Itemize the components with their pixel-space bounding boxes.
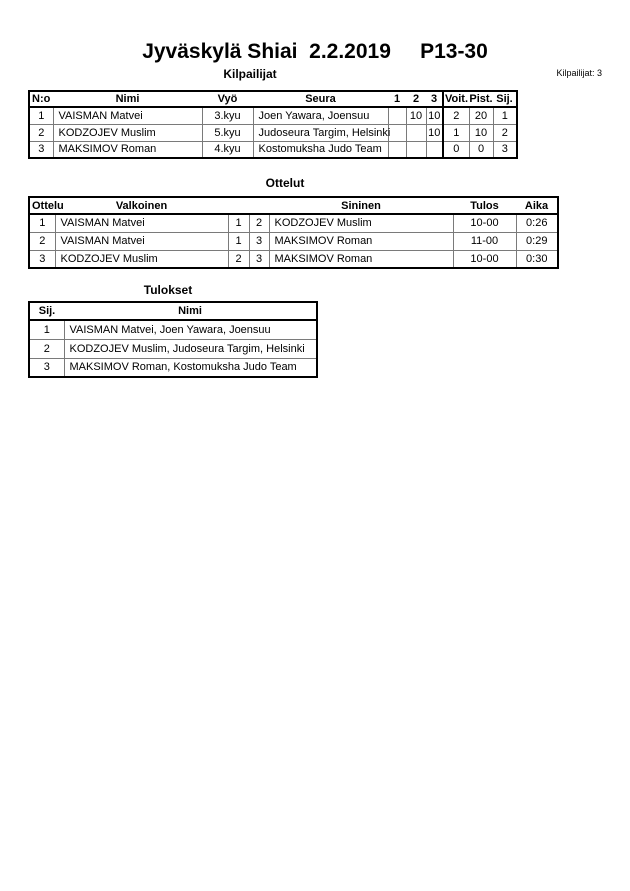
section-title-competitors: Kilpailijat: [223, 67, 277, 81]
col-header-round1: 1: [388, 91, 406, 107]
cell-white-no: 2: [228, 250, 249, 268]
competitor-row: [29, 141, 517, 158]
cell-blue-no: 2: [249, 214, 269, 232]
col-header-name: Nimi: [53, 91, 202, 107]
col-header-white: Valkoinen: [55, 197, 228, 214]
results-header-row: [29, 302, 317, 320]
col-header-round2: 2: [406, 91, 426, 107]
cell-club: Kostomuksha Judo Team: [253, 141, 388, 158]
col-header-match-no: Ottelu: [29, 197, 55, 214]
competitor-row: [29, 124, 517, 141]
cell-club: Judoseura Targim, Helsinki: [253, 124, 388, 141]
section-title-matches: Ottelut: [265, 176, 305, 190]
col-header-white-no: [228, 197, 249, 214]
competitor-row: [29, 107, 517, 124]
cell-no: 3: [29, 141, 53, 158]
cell-round3: [426, 141, 443, 158]
cell-no: 1: [29, 107, 53, 124]
cell-belt: 5.kyu: [202, 124, 253, 141]
cell-points: 10: [469, 124, 493, 141]
cell-place: 1: [29, 320, 64, 339]
match-row: [29, 232, 558, 250]
cell-white-no: 1: [228, 214, 249, 232]
cell-place: 3: [493, 141, 517, 158]
cell-white-name: KODZOJEV Muslim: [55, 250, 228, 268]
cell-round1: [388, 124, 406, 141]
competitors-header-row: [29, 91, 517, 107]
cell-round1: [388, 141, 406, 158]
cell-round2: [406, 141, 426, 158]
match-row: [29, 214, 558, 232]
result-row: [29, 339, 317, 358]
cell-wins: 1: [443, 124, 469, 141]
cell-round2: [406, 124, 426, 141]
cell-name: VAISMAN Matvei, Joen Yawara, Joensuu: [64, 320, 317, 339]
cell-no: 2: [29, 124, 53, 141]
matches-header-row: [29, 197, 558, 214]
cell-round3: 10: [426, 124, 443, 141]
cell-round2: 10: [406, 107, 426, 124]
cell-round1: [388, 107, 406, 124]
cell-time: 0:30: [516, 250, 558, 268]
cell-name: MAKSIMOV Roman, Kostomuksha Judo Team: [64, 358, 317, 377]
cell-result: 10-00: [453, 250, 516, 268]
col-header-place: Sij.: [29, 302, 64, 320]
col-header-place: Sij.: [493, 91, 517, 107]
matches-table: [28, 196, 559, 269]
cell-white-no: 1: [228, 232, 249, 250]
cell-time: 0:29: [516, 232, 558, 250]
col-header-time: Aika: [516, 197, 558, 214]
col-header-round3: 3: [426, 91, 443, 107]
cell-place: 2: [493, 124, 517, 141]
col-header-name: Nimi: [64, 302, 317, 320]
section-title-results: Tulokset: [143, 283, 193, 297]
cell-round3: 10: [426, 107, 443, 124]
cell-name: KODZOJEV Muslim: [53, 124, 202, 141]
cell-result: 11-00: [453, 232, 516, 250]
cell-place: 2: [29, 339, 64, 358]
cell-blue-no: 3: [249, 232, 269, 250]
cell-time: 0:26: [516, 214, 558, 232]
cell-club: Joen Yawara, Joensuu: [253, 107, 388, 124]
cell-name: VAISMAN Matvei: [53, 107, 202, 124]
col-header-blue-no: [249, 197, 269, 214]
cell-blue-name: MAKSIMOV Roman: [269, 250, 453, 268]
result-row: [29, 358, 317, 377]
cell-name: MAKSIMOV Roman: [53, 141, 202, 158]
competitors-table: [28, 90, 518, 159]
col-header-points: Pist.: [469, 93, 493, 105]
col-header-blue: Sininen: [269, 197, 453, 214]
cell-points: 0: [469, 141, 493, 158]
cell-name: KODZOJEV Muslim, Judoseura Targim, Helsinki: [64, 339, 317, 358]
col-header-wins: Voit.: [444, 93, 468, 105]
col-header-no: N:o: [29, 91, 53, 107]
cell-blue-no: 3: [249, 250, 269, 268]
results-table: [28, 301, 318, 378]
cell-place: 1: [493, 107, 517, 124]
cell-place: 3: [29, 358, 64, 377]
cell-match-no: 1: [29, 214, 55, 232]
cell-belt: 3.kyu: [202, 107, 253, 124]
competitors-count: Kilpailijat: 3: [556, 68, 602, 78]
cell-white-name: VAISMAN Matvei: [55, 232, 228, 250]
col-header-club: Seura: [253, 91, 388, 107]
cell-belt: 4.kyu: [202, 141, 253, 158]
cell-blue-name: KODZOJEV Muslim: [269, 214, 453, 232]
cell-wins: 2: [443, 107, 469, 124]
cell-match-no: 3: [29, 250, 55, 268]
page-title: Jyväskylä Shiai 2.2.2019 P13-30: [142, 40, 488, 63]
cell-white-name: VAISMAN Matvei: [55, 214, 228, 232]
cell-result: 10-00: [453, 214, 516, 232]
col-header-belt: Vyö: [202, 91, 253, 107]
match-row: [29, 250, 558, 268]
cell-match-no: 2: [29, 232, 55, 250]
result-row: [29, 320, 317, 339]
cell-wins: 0: [443, 141, 469, 158]
cell-points: 20: [469, 107, 493, 124]
cell-blue-name: MAKSIMOV Roman: [269, 232, 453, 250]
col-header-result: Tulos: [453, 197, 516, 214]
